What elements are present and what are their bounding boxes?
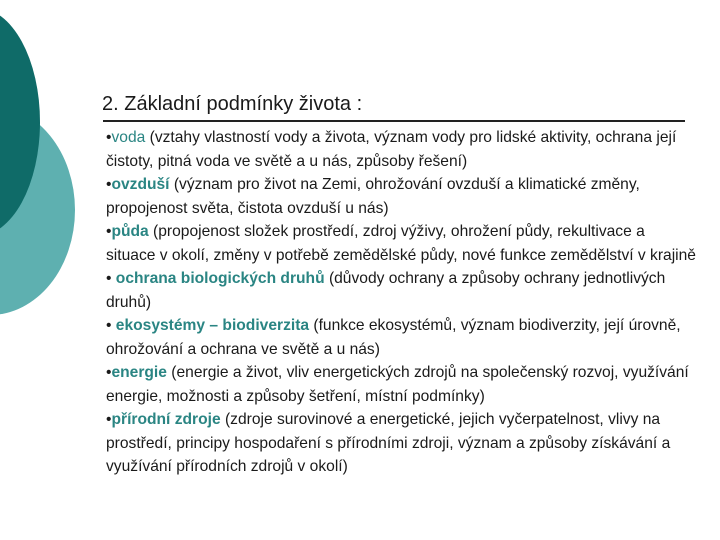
keyword: ovzduší — [111, 176, 170, 193]
bullet: • — [106, 364, 112, 381]
description: (důvody ochrany a způsoby ochrany jednotlivých druhů) — [106, 270, 666, 311]
description: (zdroje surovinové a energetické, jejich vyčerpatelnost, vlivy na prostředí, principy hospodaření s přírodními zdroji, význam a způsoby získávání a využívání přírodních zdrojů v okolí) — [106, 411, 671, 475]
bullet: • — [106, 317, 116, 334]
description: (význam pro život na Zemi, ohrožování ovzduší a klimatické změny, propojenost světa, čistota ovzduší u nás) — [106, 176, 640, 217]
list-item-ochrana-druhu — [106, 267, 696, 314]
bullet: • — [106, 129, 112, 146]
description: (energie a život, vliv energetických zdrojů na společenský rozvoj, využívání energie, možnosti a způsoby šetření, místní podmínky) — [106, 364, 689, 405]
description: (vztahy vlastností vody a života, význam vody pro lidské aktivity, ochrana její čistoty, pitná voda ve světě a u nás, způsoby řešení) — [106, 129, 677, 170]
description: (propojenost složek prostředí, zdroj výživy, ohrožení půdy, rekultivace a situace v okolí, změny v potřebě zemědělské půdy, nové funkce zemědělství v krajině — [106, 223, 696, 264]
keyword: energie — [111, 364, 167, 381]
bullet: • — [106, 223, 112, 240]
list-item-puda — [106, 220, 696, 267]
bullet: • — [106, 411, 112, 428]
list-item-ekosystemy — [106, 314, 696, 361]
keyword: půda — [111, 223, 149, 240]
keyword: ochrana biologických druhů — [115, 270, 325, 287]
topic-list — [106, 126, 696, 479]
bullet: • — [106, 270, 116, 287]
slide-title: 2. Základní podmínky života : — [102, 93, 363, 115]
list-item-prirodni-zdroje — [106, 408, 696, 479]
list-item-voda — [106, 126, 696, 173]
keyword: ekosystémy – biodiverzita — [115, 317, 310, 334]
description: (funkce ekosystémů, význam biodiverzity, její úrovně, ohrožování a ochrana ve světě a u nás) — [106, 317, 681, 358]
title-underline — [103, 120, 685, 122]
slide-decoration — [0, 0, 100, 540]
keyword: voda — [111, 129, 146, 146]
list-item-energie — [106, 361, 696, 408]
bullet: • — [106, 176, 112, 193]
keyword: přírodní zdroje — [111, 411, 221, 428]
list-item-ovzdusi — [106, 173, 696, 220]
